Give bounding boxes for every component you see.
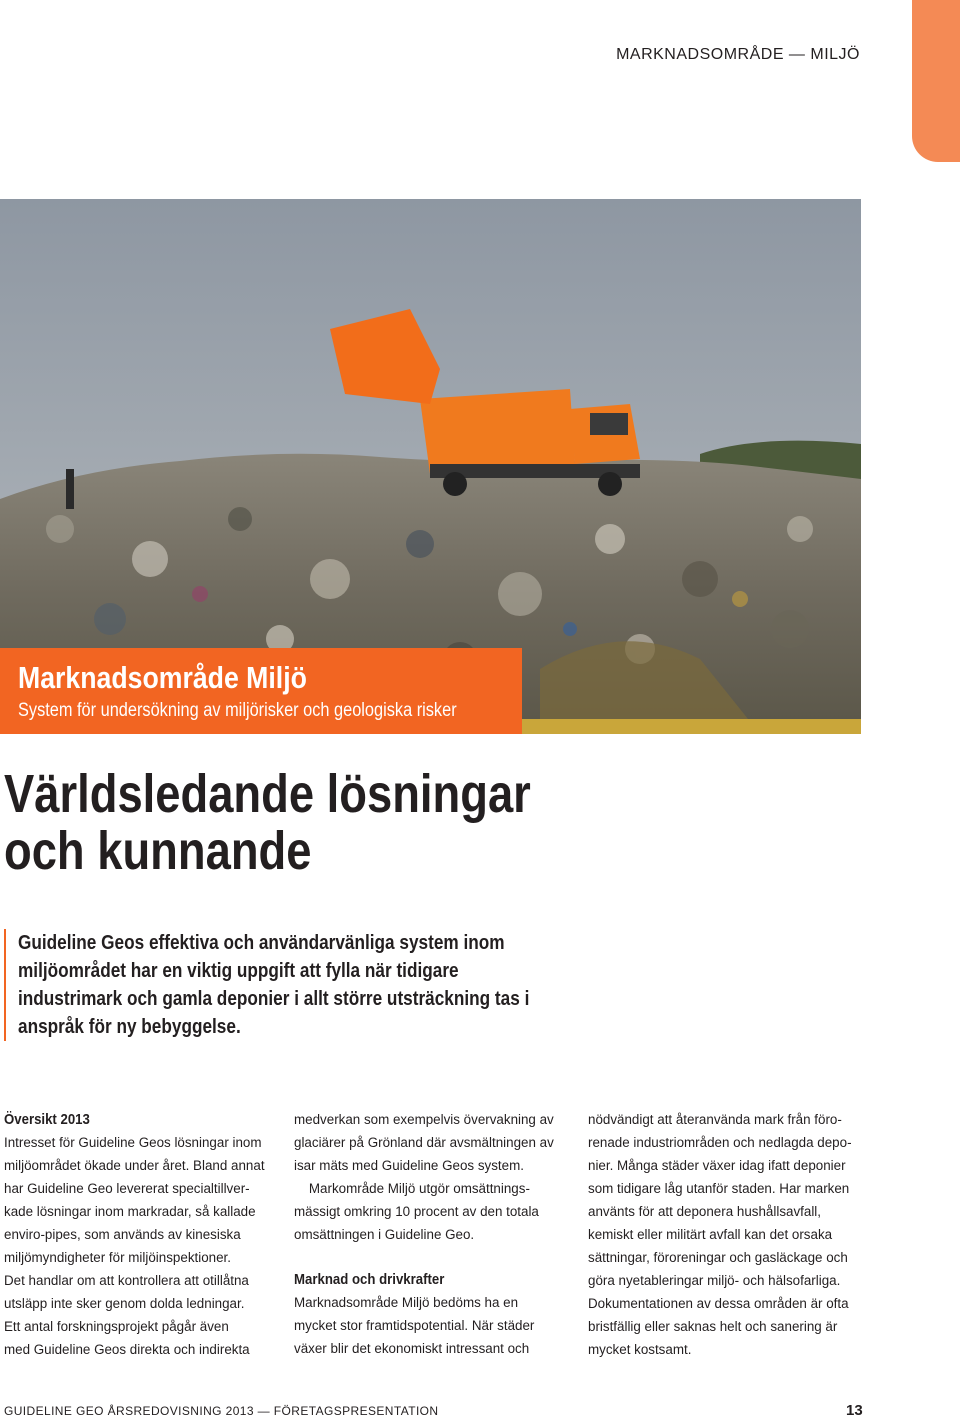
heading-oversikt: Översikt 2013 — [4, 1111, 90, 1128]
body-line: växer blir det ekonomiskt intressant och — [294, 1341, 530, 1356]
body-line: Ett antal forskningsprojekt pågår även — [4, 1319, 229, 1334]
body-line: medverkan som exempelvis övervakning av — [294, 1112, 554, 1127]
body-line: renade industriområden och nedlagda depo- — [588, 1135, 852, 1150]
body-line: Dokumentationen av dessa områden är ofta — [588, 1296, 849, 1311]
corner-tab — [912, 0, 960, 162]
body-line: Intresset för Guideline Geos lösningar inom — [4, 1135, 262, 1150]
body-line: utsläpp inte sker genom dolda ledningar. — [4, 1296, 245, 1311]
body-line: omsättningen i Guideline Geo. — [294, 1227, 475, 1242]
body-line: som tidigare låg utanför staden. Har marken — [588, 1181, 850, 1196]
headline-line-2: och kunnande — [4, 821, 312, 881]
body-line: kade lösningar inom markradar, så kallade — [4, 1204, 256, 1219]
body-line: miljöområdet ökade under året. Bland annat — [4, 1158, 265, 1173]
body-line: Det handlar om att kontrollera att otillåtna — [4, 1273, 249, 1288]
headline — [4, 766, 531, 880]
body-line: miljömyndigheter för miljöinspektioner. — [4, 1250, 231, 1265]
page-number: 13 — [846, 1402, 863, 1419]
body-line: isar mäts med Guideline Geos system. — [294, 1158, 524, 1173]
body-line: enviro-pipes, som används av kinesiska — [4, 1227, 241, 1242]
body-line: Markområde Miljö utgör omsättnings- — [294, 1181, 530, 1196]
body-line: kemiskt eller militärt avfall kan det orsaka — [588, 1227, 833, 1242]
section-header: MARKNADSOMRÅDE — MILJÖ — [616, 46, 860, 63]
column-1 — [4, 1108, 294, 1361]
body-line: mycket stor framtidspotential. När städer — [294, 1318, 535, 1333]
body-line: har Guideline Geo levererat specialtillver- — [4, 1181, 250, 1196]
hero-banner — [0, 648, 522, 734]
body-line: mässigt omkring 10 procent av den totala — [294, 1204, 539, 1219]
body-line: med Guideline Geos direkta och indirekta — [4, 1342, 250, 1357]
footer-title: GUIDELINE GEO ÅRSREDOVISNING 2013 — FÖRETAGSPRESENTATION — [4, 1404, 439, 1418]
heading-marknad: Marknad och drivkrafter — [294, 1271, 445, 1288]
column-2 — [294, 1108, 584, 1360]
body-line: bristfällig eller saknas helt och sanering är — [588, 1319, 838, 1334]
hero-subtitle: System för undersökning av miljörisker och geologiska risker — [18, 700, 457, 721]
body-line: nier. Många städer växer idag ifatt deponier — [588, 1158, 846, 1173]
body-line: använts för att deponera hushållsavfall, — [588, 1204, 821, 1219]
ingress — [4, 929, 578, 1041]
ingress-text: Guideline Geos effektiva och användarvänliga system inom miljöområdet har en viktig uppgift att fylla när tidigare industrimark och gamla deponier i allt större utsträckning tas i anspråk för ny bebyggelse. — [18, 932, 530, 1038]
body-line: sättningar, föroreningar och gasläckage och — [588, 1250, 848, 1265]
paragraph-gap — [294, 1246, 584, 1268]
body-line: glaciärer på Grönland där avsmältningen av — [294, 1135, 554, 1150]
body-line: göra nyetableringar miljö- och hälsofarliga. — [588, 1273, 841, 1288]
body-line: nödvändigt att återanvända mark från föro- — [588, 1112, 842, 1127]
column-3 — [588, 1108, 878, 1361]
headline-line-1: Världsledande lösningar — [4, 764, 531, 824]
body-line: mycket kostsamt. — [588, 1342, 692, 1357]
hero-title: Marknadsområde Miljö — [18, 660, 307, 695]
body-line: Marknadsområde Miljö bedöms ha en — [294, 1295, 519, 1310]
